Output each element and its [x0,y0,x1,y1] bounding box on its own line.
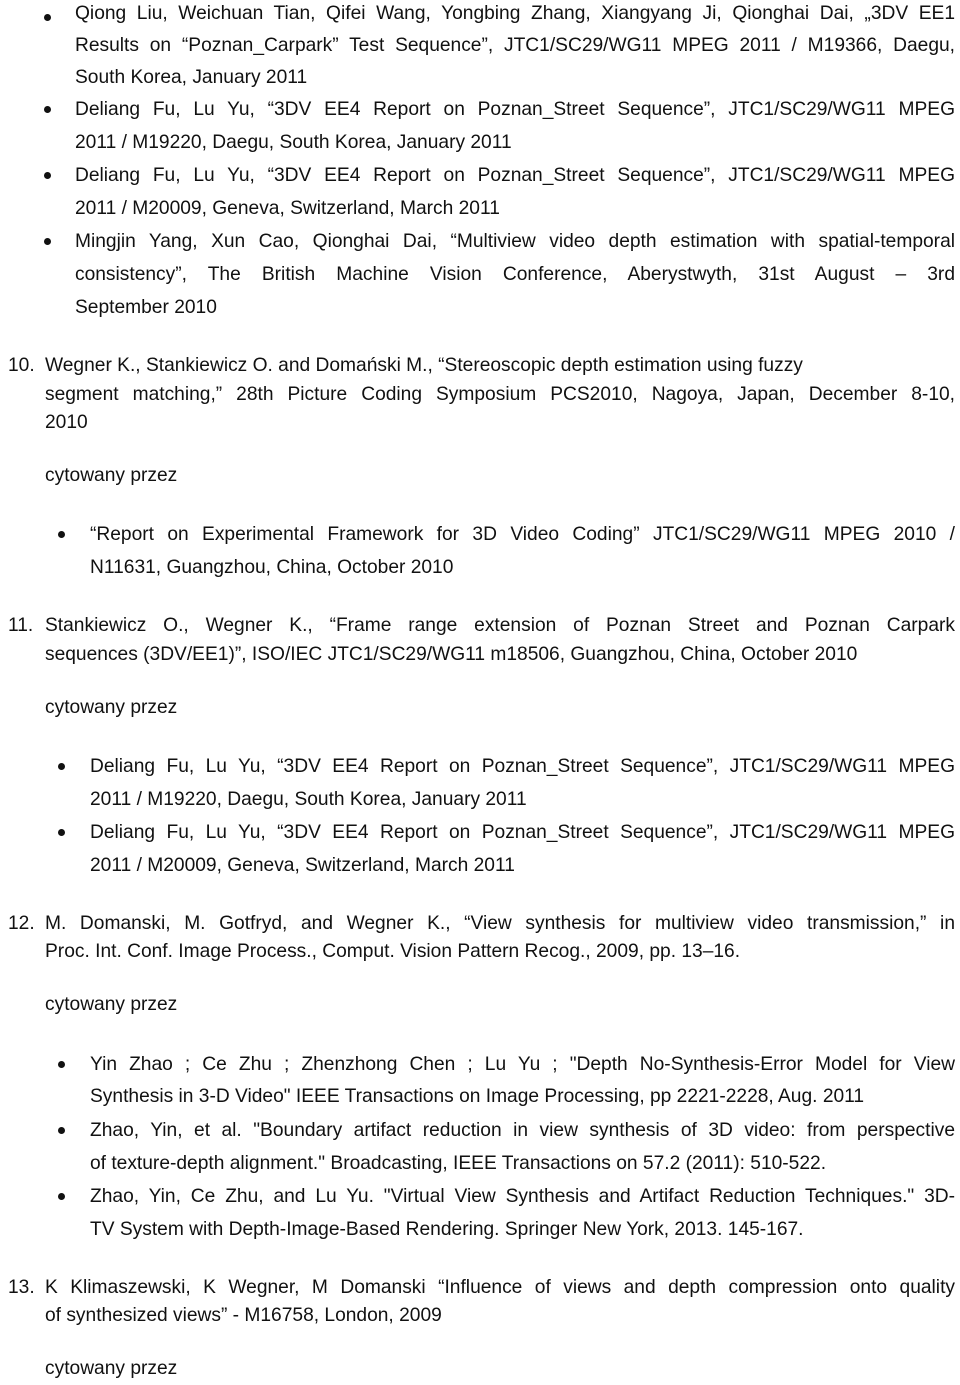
bullet-icon [58,531,65,538]
citation-line: 2011 / M19220, Daegu, South Korea, January 2011 [90,789,527,810]
citation-line: N11631, Guangzhou, China, October 2010 [90,557,454,578]
citation-line: Deliang Fu, Lu Yu, “3DV EE4 Report on Poznan_Street Sequence”, JTC1/SC29/WG11 MPEG [75,99,955,120]
reference-line: Wegner K., Stankiewicz O. and Domański M., “Stereoscopic depth estimation using fuzzy [45,355,803,376]
bullet-icon [58,1127,65,1134]
reference-line: Proc. Int. Conf. Image Process., Comput. Vision Pattern Recog., 2009, pp. 13–16. [45,941,741,962]
citation-line: 2011 / M20009, Geneva, Switzerland, March 2011 [90,855,515,876]
bullet-icon [44,172,51,179]
cited-by-label: cytowany przez [45,697,178,718]
citation-line: Deliang Fu, Lu Yu, “3DV EE4 Report on Poznan_Street Sequence”, JTC1/SC29/WG11 MPEG [90,756,955,777]
citation-line: Synthesis in 3-D Video" IEEE Transactions on Image Processing, pp 2221-2228, Aug. 2011 [90,1086,865,1107]
reference-number: 13. [8,1277,35,1298]
reference-line: of synthesized views” - M16758, London, 2009 [45,1305,442,1326]
reference-number: 11. [8,615,34,636]
reference-number: 10. [8,355,35,376]
citation-line: of texture-depth alignment." Broadcasting, IEEE Transactions on 57.2 (2011): 510-522. [90,1153,827,1174]
reference-line: sequences (3DV/EE1)”, ISO/IEC JTC1/SC29/WG11 m18506, Guangzhou, China, October 2010 [45,644,858,665]
cited-by-label: cytowany przez [45,1358,178,1379]
citation-line: 2011 / M19220, Daegu, South Korea, January 2011 [75,132,512,153]
reference-line: Stankiewicz O., Wegner K., “Frame range extension of Poznan Street and Poznan Carpark [45,615,955,636]
bullet-icon [44,14,51,21]
reference-number: 12. [8,913,35,934]
citation-line: Zhao, Yin, Ce Zhu, and Lu Yu. "Virtual View Synthesis and Artifact Reduction Techniques." 3D- [90,1186,955,1207]
cited-by-label: cytowany przez [45,994,178,1015]
citation-line: 2011 / M20009, Geneva, Switzerland, March 2011 [75,198,500,219]
citation-line: Results on “Poznan_Carpark” Test Sequence”, JTC1/SC29/WG11 MPEG 2011 / M19366, Daegu, [75,35,955,56]
citation-line: Mingjin Yang, Xun Cao, Qionghai Dai, “Multiview video depth estimation with spatial-temporal [75,231,955,252]
citation-line: Deliang Fu, Lu Yu, “3DV EE4 Report on Poznan_Street Sequence”, JTC1/SC29/WG11 MPEG [90,822,955,843]
citation-line: “Report on Experimental Framework for 3D Video Coding” JTC1/SC29/WG11 MPEG 2010 / [90,524,955,545]
cited-by-label: cytowany przez [45,465,178,486]
reference-line: M. Domanski, M. Gotfryd, and Wegner K., “View synthesis for multiview video transmission,” in [45,913,955,934]
citation-line: September 2010 [75,297,217,318]
citation-line: Qiong Liu, Weichuan Tian, Qifei Wang, Yongbing Zhang, Xiangyang Ji, Qionghai Dai, „3DV EE1 [75,3,955,24]
bullet-icon [44,238,51,245]
bullet-icon [58,763,65,770]
reference-line: segment matching,” 28th Picture Coding Symposium PCS2010, Nagoya, Japan, December 8-10, [45,384,955,405]
reference-line: 2010 [45,412,88,433]
bullet-icon [44,106,51,113]
citation-line: Yin Zhao ; Ce Zhu ; Zhenzhong Chen ; Lu Yu ; "Depth No-Synthesis-Error Model for View [90,1054,955,1075]
bullet-icon [58,1061,65,1068]
citation-line: South Korea, January 2011 [75,67,308,88]
citation-line: Zhao, Yin, et al. "Boundary artifact reduction in view synthesis of 3D video: from perspective [90,1120,955,1141]
citation-line: consistency”, The British Machine Vision Conference, Aberystwyth, 31st August – 3rd [75,264,955,285]
reference-line: K Klimaszewski, K Wegner, M Domanski “Influence of views and depth compression onto quality [45,1277,955,1298]
bullet-icon [58,829,65,836]
citation-line: TV System with Depth-Image-Based Rendering. Springer New York, 2013. 145-167. [90,1219,804,1240]
bullet-icon [58,1193,65,1200]
citation-line: Deliang Fu, Lu Yu, “3DV EE4 Report on Poznan_Street Sequence”, JTC1/SC29/WG11 MPEG [75,165,955,186]
